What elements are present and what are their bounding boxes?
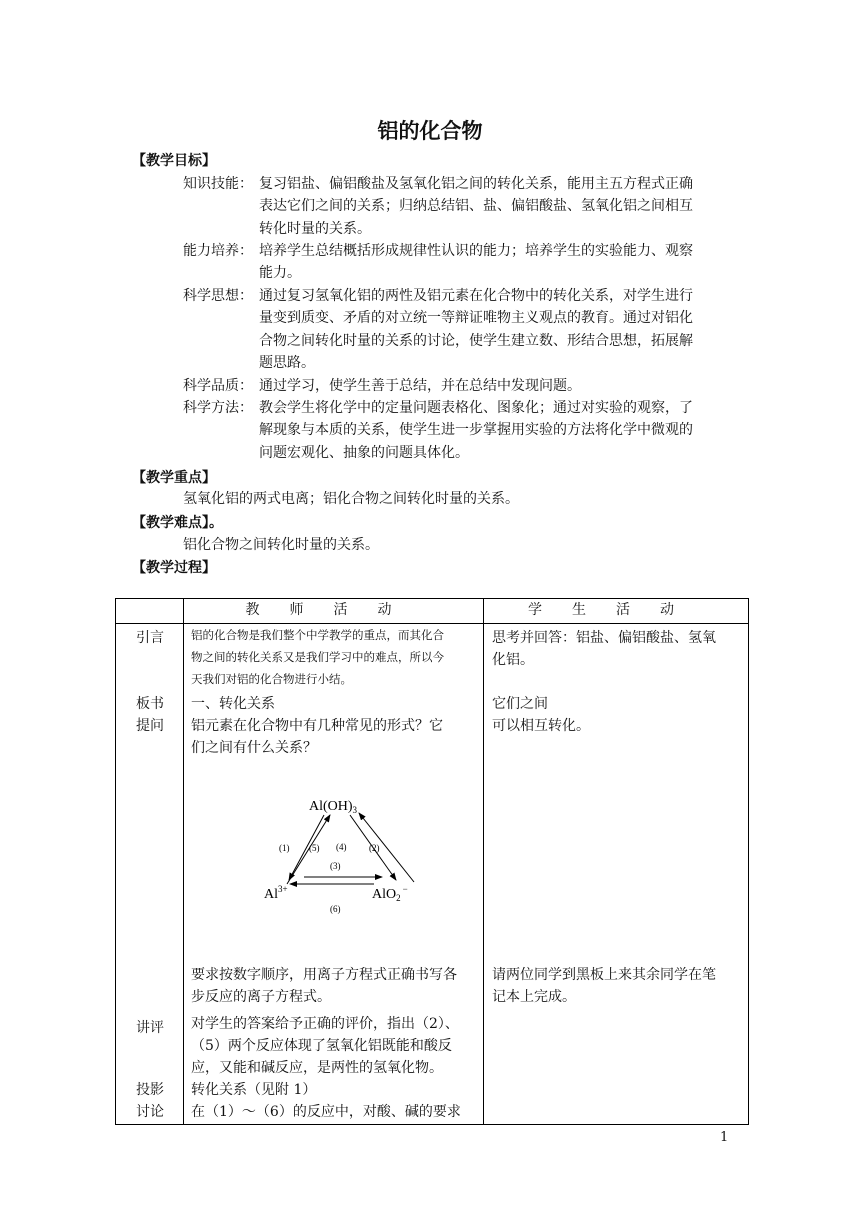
label-board: 板书 [136,696,164,712]
diagram-top-label: $Al(OH)_3$ [309,799,358,815]
text-line: 应，又能和碱反应，是两性的氢氧化物。 [191,1060,443,1076]
objective-line: 转化时量的关系。 [259,220,371,237]
objective-label: 科学思想： [183,288,253,304]
teacher-review [191,1013,459,1079]
text-line: 物之间的转化关系又是我们学习中的难点，所以今 [191,650,444,664]
text-line: 步反应的离子方程式。 [191,989,331,1005]
label-reaction-5: (5) [309,843,320,853]
arrow-4 [359,813,414,882]
objective-label: 科学品质： [183,378,253,394]
difficulties-text: 铝化合物之间转化时量的关系。 [183,537,379,553]
objective-line: 问题宏观化、抽象的问题具体化。 [259,444,469,461]
objective-label: 能力培养： [183,243,253,259]
teacher-column [184,624,484,1125]
diagram-right-label: AlO$_2$− [372,884,408,903]
text-line: 铝元素在化合物中有几种常见的形式？它 [191,718,443,734]
teacher-question [191,715,443,759]
section-process: 【教学过程】 [132,560,216,576]
objective-line: 培养学生总结概括形成规律性认识的能力；培养学生的实验能力、观察 [259,243,693,259]
teacher-task [191,964,457,1008]
key-points-text: 氢氧化铝的两式电离；铝化合物之间转化时量的关系。 [183,491,519,507]
text-line: 铝的化合物是我们整个中学教学的重点，而其化合 [191,628,444,642]
objective-text [259,375,731,397]
label-column [116,624,184,1125]
objective-line: 合物之间转化时量的关系的讨论，使学生建立数、形结合思想，拓展解 [259,332,693,349]
text-line: 可以相互转化。 [492,718,590,734]
text-line: 它们之间 [492,696,548,712]
label-discussion: 讨论 [136,1104,164,1120]
objective-line: 解现象与本质的关系，使学生进一步掌握用实验的方法将化学中微观的 [259,422,693,439]
label-reaction-1: (1) [279,843,290,853]
text-line: （5）两个反应体现了氢氧化铝既能和酸反 [191,1038,452,1054]
label-reaction-6: (6) [330,904,341,914]
label-intro: 引言 [136,630,164,646]
label-projection: 投影 [136,1082,164,1098]
section-difficulties: 【教学难点】。 [132,515,223,531]
student-task [492,964,716,1008]
process-table [115,598,749,1125]
page-number: 1 [720,1130,729,1145]
objective-line: 能力。 [259,265,301,282]
text-line: 天我们对铝的化合物进行小结。 [191,672,352,686]
objective-line: 教会学生将化学中的定量问题表格化、图象化；通过对实验的观察，了 [259,400,693,416]
text-line: 思考并回答：铝盐、偏铝酸盐、氢氧 [492,630,716,646]
text-line: 请两位同学到黑板上来其余同学在笔 [492,967,716,983]
objective-line: 通过学习，使学生善于总结，并在总结中发现问题。 [259,378,581,394]
text-line: 要求按数字顺序，用离子方程式正确书写各 [191,967,457,983]
objective-line: 量变到质变、矛盾的对立统一等辩证唯物主义观点的教育。通过对铝化 [259,310,693,327]
teacher-board: 一、转化关系 [191,696,275,712]
objective-line: 题思路。 [259,354,315,371]
teacher-intro [191,624,444,690]
label-reaction-2: (2) [369,843,380,853]
objective-text [259,285,731,374]
teacher-discussion: 在（1）～（6）的反应中，对酸、碱的要求 [191,1104,461,1120]
header-label-cell [116,599,184,624]
label-reaction-3: (3) [330,861,341,871]
diagram-left-label: $Al^{3+}$ [264,884,288,902]
page-title: 铝的化合物 [377,119,483,143]
table-header-row [116,599,749,624]
student-answer [492,627,716,671]
objective-text [259,397,731,464]
header-teacher: 教师活动 [184,599,484,624]
teacher-projection: 转化关系（见附 1） [191,1082,317,1098]
text-line: 对学生的答案给予正确的评价，指出（2）、 [191,1016,459,1032]
table-row [116,624,749,1125]
conversion-diagram [184,784,484,924]
label-question: 提问 [136,718,164,734]
objective-line: 表达它们之间的关系；归纳总结铝、盐、偏铝酸盐、氢氧化铝之间相互 [259,198,693,215]
student-relation [492,693,590,737]
label-review: 讲评 [136,1020,164,1036]
text-line: 们之间有什么关系？ [191,740,317,756]
objective-label: 科学方法： [183,400,253,416]
header-student: 学生活动 [484,599,749,624]
student-column [484,624,749,1125]
objective-line: 复习铝盐、偏铝酸盐及氢氧化铝之间的转化关系，能用主五方程式正确 [259,176,693,192]
objective-text [259,240,731,285]
label-reaction-4: (4) [336,842,347,852]
objective-line: 通过复习氢氧化铝的两性及铝元素在化合物中的转化关系，对学生进行 [259,288,693,304]
objective-label: 知识技能： [183,176,253,192]
text-line: 化铝。 [492,652,534,668]
section-objectives: 【教学目标】 [132,153,216,169]
section-key-points: 【教学重点】 [132,470,216,486]
objective-text [259,173,731,240]
text-line: 记本上完成。 [492,989,576,1005]
